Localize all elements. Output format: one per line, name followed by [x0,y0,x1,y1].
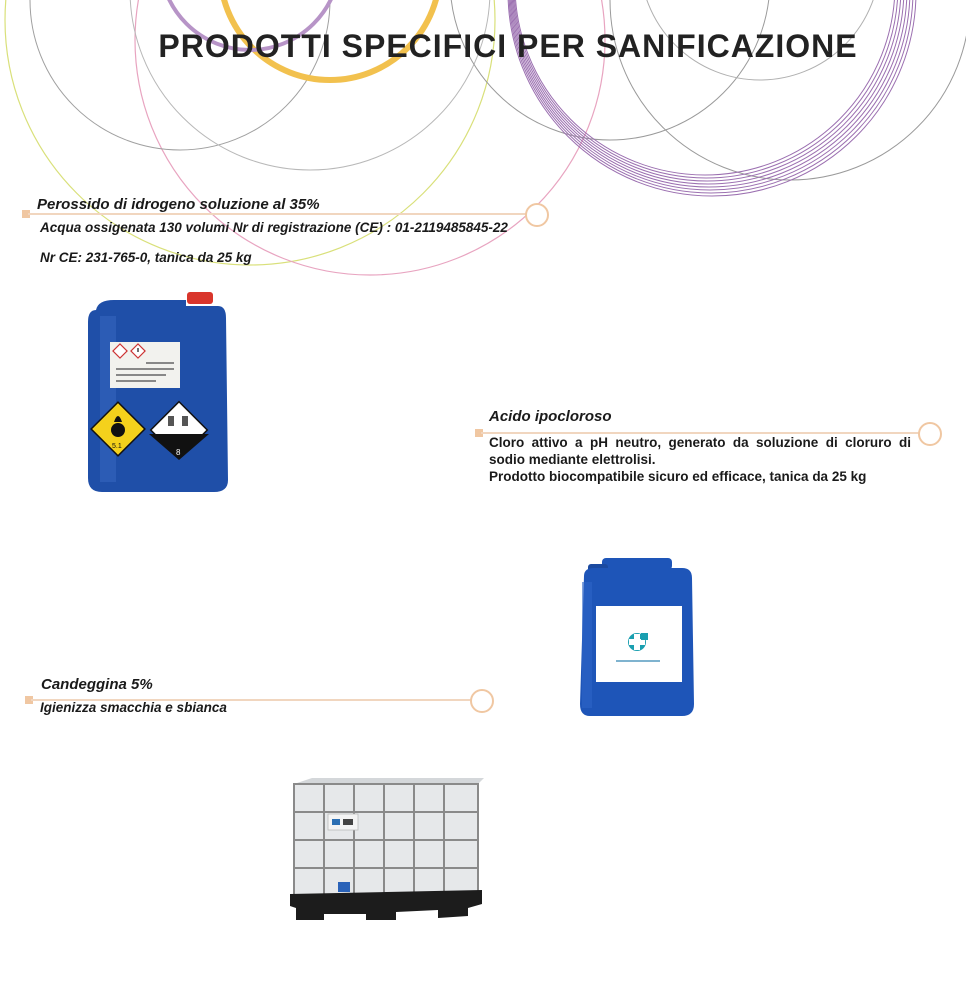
product-heading: Acido ipocloroso [489,408,612,425]
heading-rule-circle [918,422,942,446]
deco-circle-grey-mid [130,0,490,170]
deco-circle-grey-far [610,0,966,180]
ibc-tank-image [288,776,484,922]
product-description: Igienizza smacchia e sbianca [40,700,227,715]
ibc-label-mark [343,819,353,825]
jerrycan-cap [187,292,213,304]
product-heading: Perossido di idrogeno soluzione al 35% [37,196,320,213]
product-description: Acqua ossigenata 130 volumi Nr di registrazione (CE) : 01-2119485845-22 [40,220,508,235]
svg-text:5.1: 5.1 [112,443,122,450]
ibc-valve [338,882,350,892]
deco-circle-grey-right [450,0,770,140]
svg-text:8: 8 [176,448,181,457]
jerrycan-hazard-image [86,292,230,494]
jerrycan-white-label-image [578,556,696,718]
jerrycan-highlight [100,316,116,482]
ibc-label-mark [332,819,340,825]
heading-rule-circle [470,689,494,713]
heading-rule [28,213,526,215]
product-heading: Candeggina 5% [41,676,153,693]
ibc-pallet [290,890,482,920]
product-description: Prodotto biocompatibile sicuro ed efficace, tanica da 25 kg [489,469,867,484]
page-title: PRODOTTI SPECIFICI PER SANIFICAZIONE [158,28,858,64]
label-text-line [616,660,660,662]
heading-rule-circle [525,203,549,227]
deco-circle-grey-left [30,0,330,150]
product-description: Nr CE: 231-765-0, tanica da 25 kg [40,250,252,265]
jerrycan-shade [582,582,592,708]
product-description: Cloro attivo a pH neutro, generato da soluzione di cloruro di sodio mediante elettrolisi. [489,435,911,467]
